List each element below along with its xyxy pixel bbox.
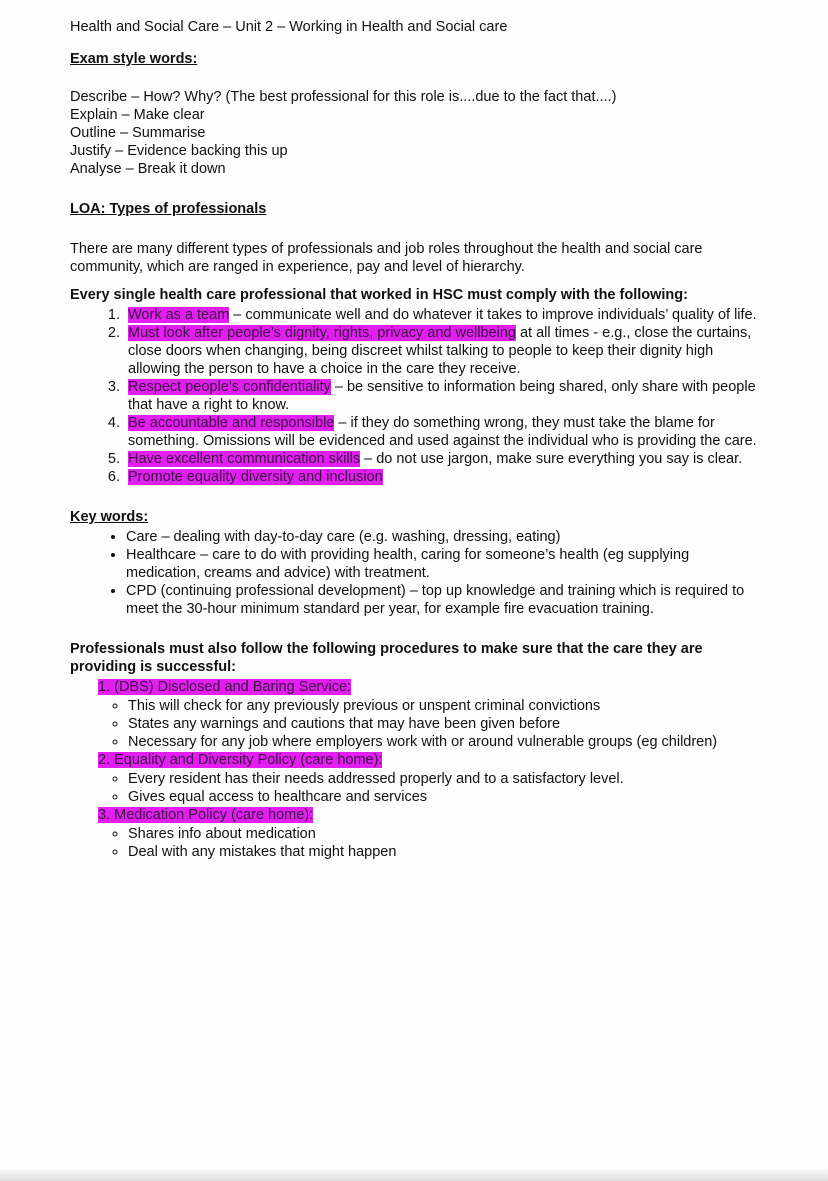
list-item: • Healthcare – care to do with providing health, caring for someone’s health (eg supplying medication, creams and advice) with treatment. xyxy=(126,546,760,582)
procedure-title: 3. Medication Policy (care home): xyxy=(98,807,314,823)
list-item: ◦ Necessary for any job where employers work with or around vulnerable groups (eg children) xyxy=(128,733,760,751)
loa-intro: There are many different types of professionals and job roles throughout the health and social care community, which are ranged in experience, pay and level of hierarchy. xyxy=(70,241,703,275)
exam-words-heading: Exam style words: xyxy=(70,51,198,67)
exam-words-list xyxy=(70,88,760,178)
list-item xyxy=(124,468,760,486)
exam-word: Explain – Make clear xyxy=(70,107,205,123)
list-item: ◦ Gives equal access to healthcare and services xyxy=(128,788,760,806)
highlighted-rule: Have excellent communication skills xyxy=(128,451,361,467)
exam-word: Analyse – Break it down xyxy=(70,161,226,177)
list-item: ◦ Shares info about medication xyxy=(128,825,760,843)
list-item xyxy=(124,378,760,414)
procedure-points xyxy=(98,770,760,806)
rule-detail: – if they do something wrong, they must take the blame for something. Omissions will be evidenced and used against the individual who is providing the care. xyxy=(128,415,757,449)
list-item xyxy=(124,306,760,324)
highlighted-rule: Work as a team xyxy=(128,307,230,323)
list-item: ◦ This will check for any previously previous or unspent criminal convictions xyxy=(128,697,760,715)
document-title: Health and Social Care – Unit 2 – Working in Health and Social care xyxy=(70,19,508,35)
procedures-heading: Professionals must also follow the following procedures to make sure that the care they are providing is successful: xyxy=(70,641,703,675)
list-item: ◦ Every resident has their needs addressed properly and to a satisfactory level. xyxy=(128,770,760,788)
exam-word: Describe – How? Why? (The best professional for this role is....due to the fact that....) xyxy=(70,89,617,105)
procedure-title: 2. Equality and Diversity Policy (care home): xyxy=(98,752,383,768)
exam-word: Outline – Summarise xyxy=(70,125,206,141)
list-item: • Care – dealing with day-to-day care (e.g. washing, dressing, eating) xyxy=(126,528,760,546)
list-item xyxy=(124,450,760,468)
document-body xyxy=(70,18,760,861)
rule-detail: – be sensitive to information being shared, only share with people that have a right to know. xyxy=(128,379,756,413)
rule-detail: – communicate well and do whatever it takes to improve individuals’ quality of life. xyxy=(229,307,757,323)
procedure-item xyxy=(98,751,760,806)
list-item: ◦ Deal with any mistakes that might happen xyxy=(128,843,760,861)
key-words-heading: Key words: xyxy=(70,509,149,525)
list-item: ◦ States any warnings and cautions that may have been given before xyxy=(128,715,760,733)
page-edge-shadow xyxy=(0,1167,828,1181)
list-item: • CPD (continuing professional development) – top up knowledge and training which is required to meet the 30-hour minimum standard per year, for example fire evacuation training. xyxy=(126,582,760,618)
exam-word: Justify – Evidence backing this up xyxy=(70,143,288,159)
highlighted-rule: Must look after people’s dignity, rights, privacy and wellbeing xyxy=(128,325,516,341)
list-item xyxy=(124,414,760,450)
highlighted-rule: Promote equality diversity and inclusion xyxy=(128,469,383,485)
procedure-points xyxy=(98,825,760,861)
procedure-title: 1. (DBS) Disclosed and Baring Service: xyxy=(98,679,352,695)
procedure-item xyxy=(98,678,760,751)
procedures-list xyxy=(70,678,760,861)
list-item xyxy=(124,324,760,378)
must-comply-heading: Every single health care professional that worked in HSC must comply with the following: xyxy=(70,287,688,303)
highlighted-rule: Respect people’s confidentiality xyxy=(128,379,331,395)
rules-list xyxy=(70,306,760,486)
highlighted-rule: Be accountable and responsible xyxy=(128,415,335,431)
key-words-list xyxy=(70,528,760,618)
loa-heading: LOA: Types of professionals xyxy=(70,201,267,217)
rule-detail: at all times - e.g., close the curtains, close doors when changing, being discreet whilst talking to people to keep their dignity high allowing the person to have a choice in the care they receive. xyxy=(128,325,752,377)
rule-detail: – do not use jargon, make sure everything you say is clear. xyxy=(360,451,743,467)
procedure-points xyxy=(98,697,760,751)
procedure-item xyxy=(98,806,760,861)
